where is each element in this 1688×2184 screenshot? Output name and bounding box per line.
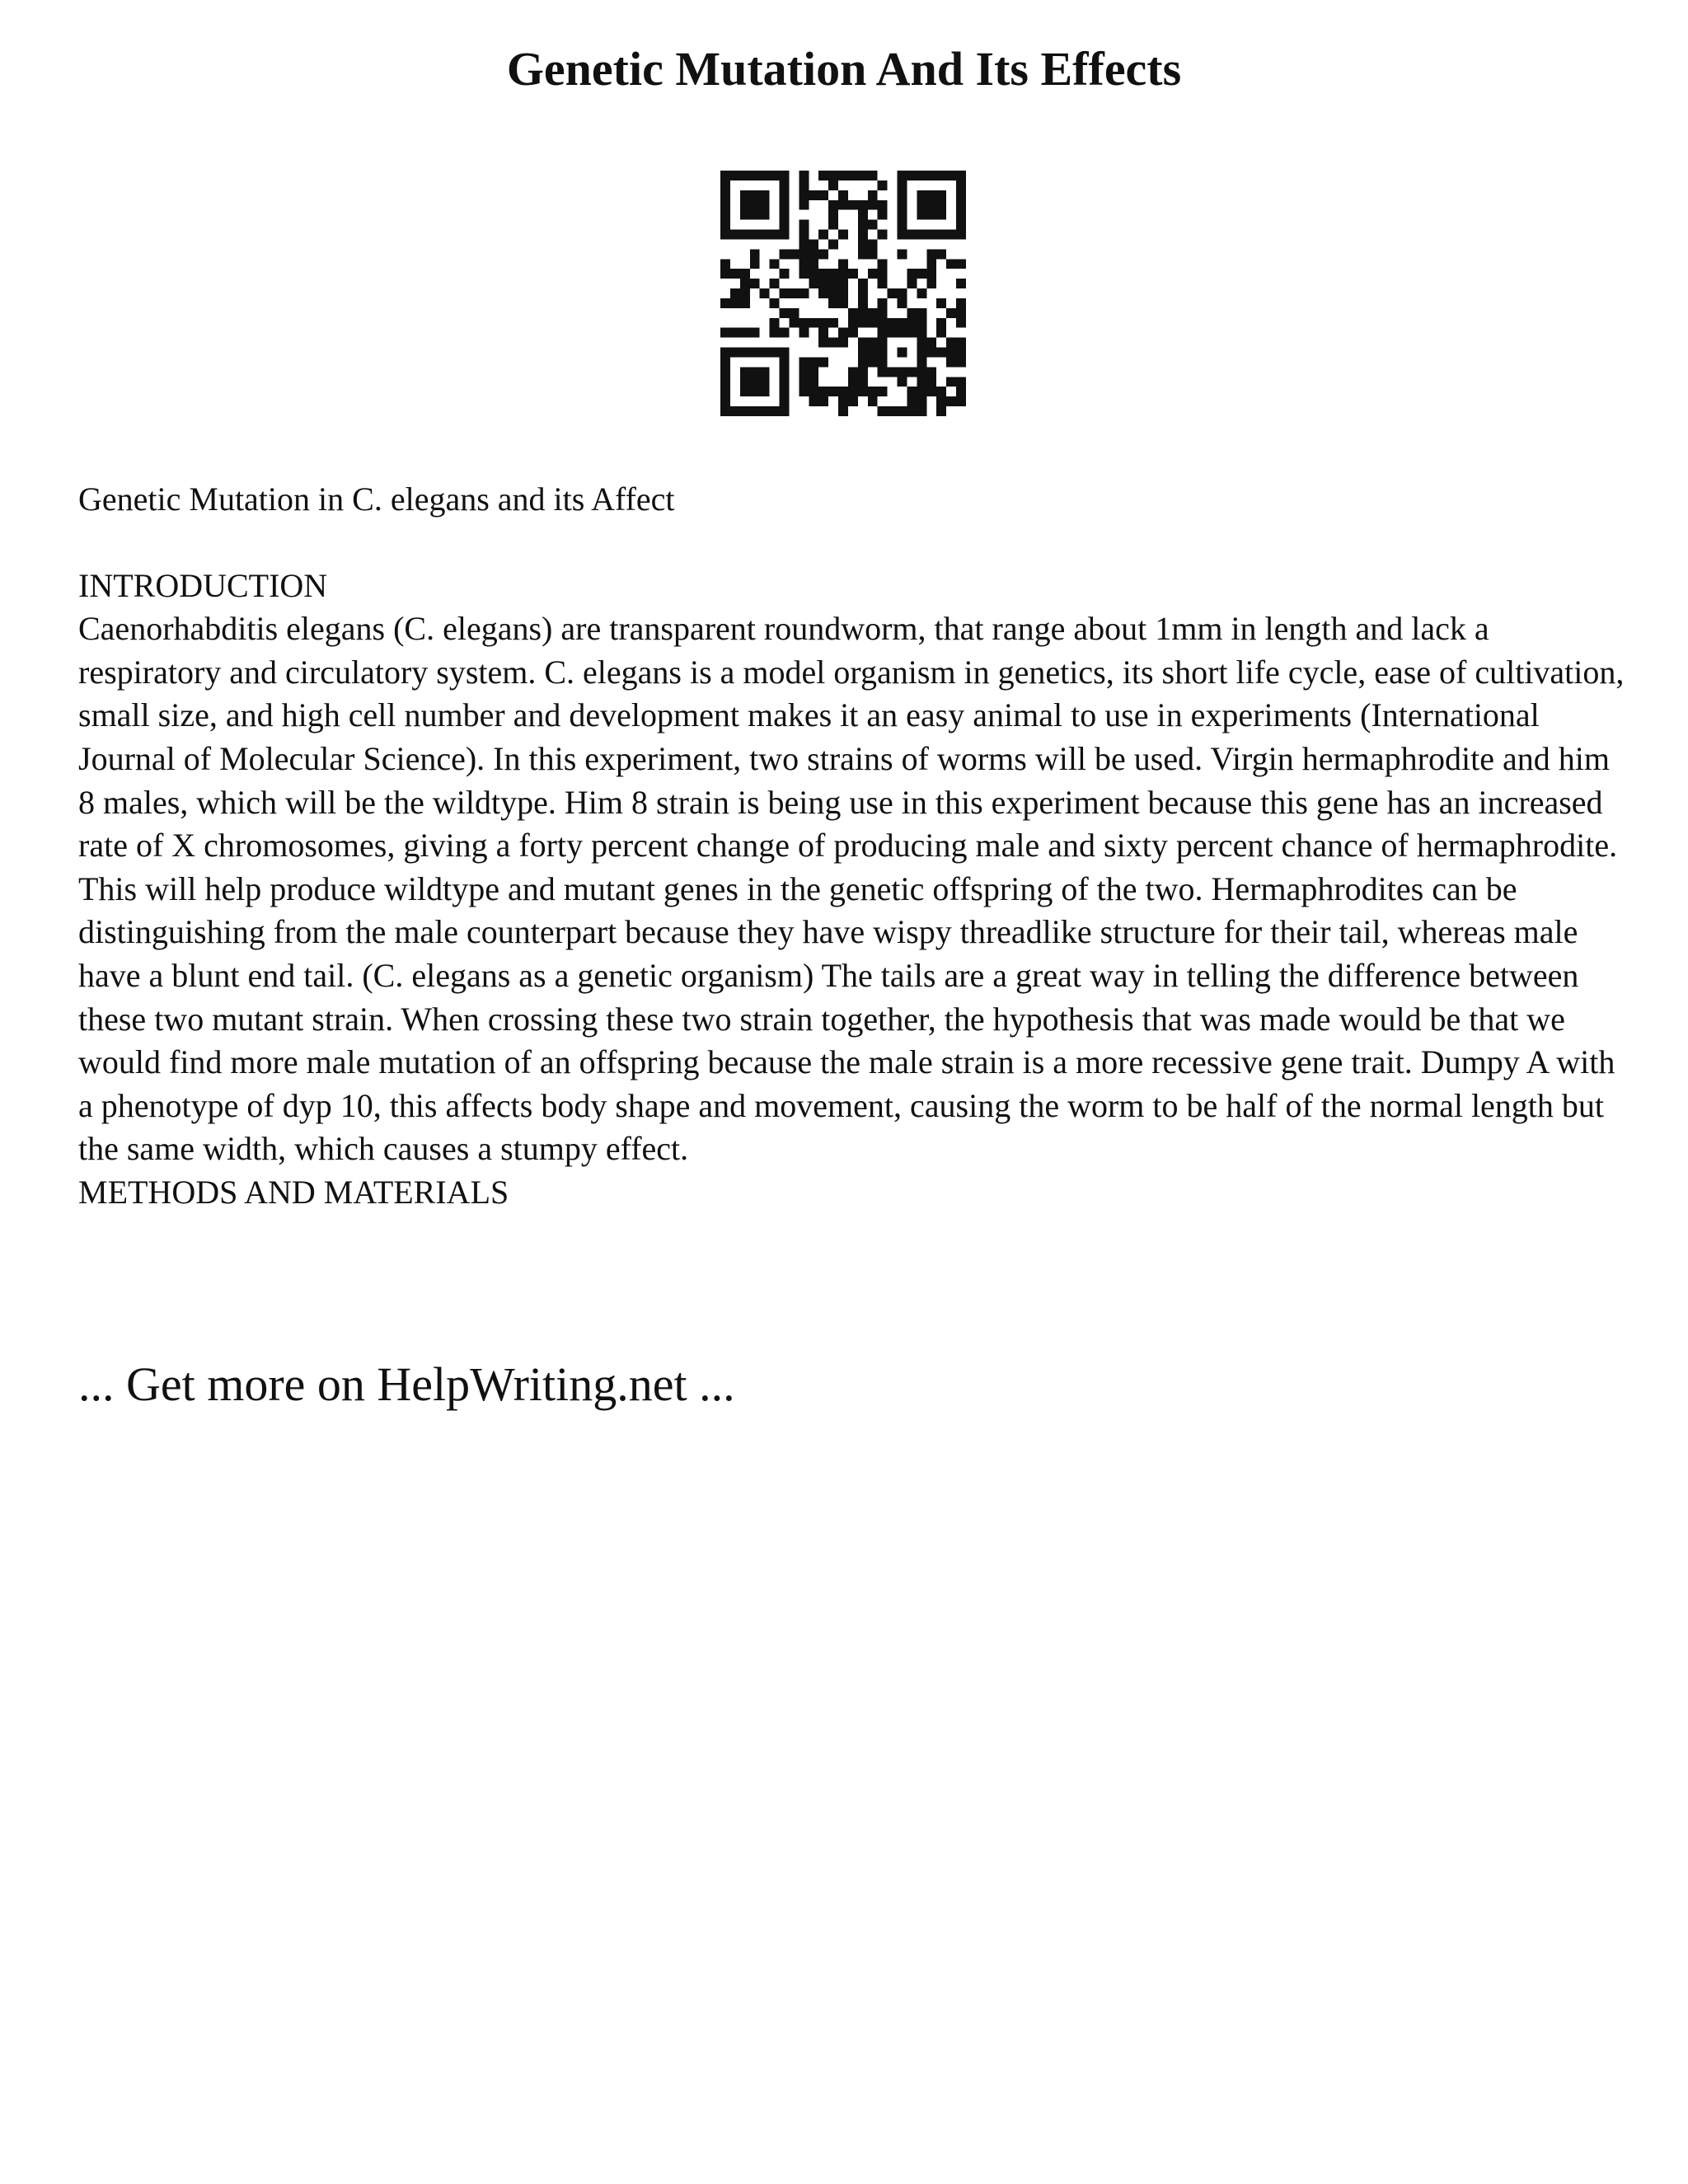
qr-code-icon <box>720 171 966 416</box>
introduction-heading: INTRODUCTION <box>78 566 328 604</box>
page-title: Genetic Mutation And Its Effects <box>506 42 1182 96</box>
introduction-paragraph: Caenorhabditis elegans (C. elegans) are transparent roundworm, that range about 1mm in length and lack a respiratory and circulatory system. C. elegans is a model organism in genetics, its short life cycle, ease of cultivation, small size, and high cell number and development makes it an easy animal to use in experiments (International Journal of Molecular Science). In this experiment, two strains of worms will be used. Virgin hermaphrodite and him 8 males, which will be the wildtype. Him 8 strain is being use in this experiment because this gene has an increased rate of X chromosomes, giving a forty percent change of producing male and sixty percent chance of hermaphrodite. This will help produce wildtype and mutant genes in the genetic offspring of the two. Hermaphrodites can be distinguishing from the male counterpart because they have wispy threadlike structure for their tail, whereas male have a blunt end tail. (C. elegans as a genetic organism) The tails are a great way in telling the difference between these two mutant strain. When crossing these two strain together, the hypothesis that was made would be that we would find more male mutation of an offspring because the male strain is a more recessive gene trait. Dumpy A with a phenotype of dyp 10, this affects body shape and movement, causing the worm to be half of the normal length but the same width, which causes a stumpy effect. <box>78 610 1625 1168</box>
document-subtitle: Genetic Mutation in C. elegans and its Affect <box>78 480 675 518</box>
methods-heading: METHODS AND MATERIALS <box>78 1173 509 1211</box>
helpwriting-link[interactable]: ... Get more on HelpWriting.net ... <box>78 1357 735 1411</box>
document-body <box>78 478 1628 1215</box>
